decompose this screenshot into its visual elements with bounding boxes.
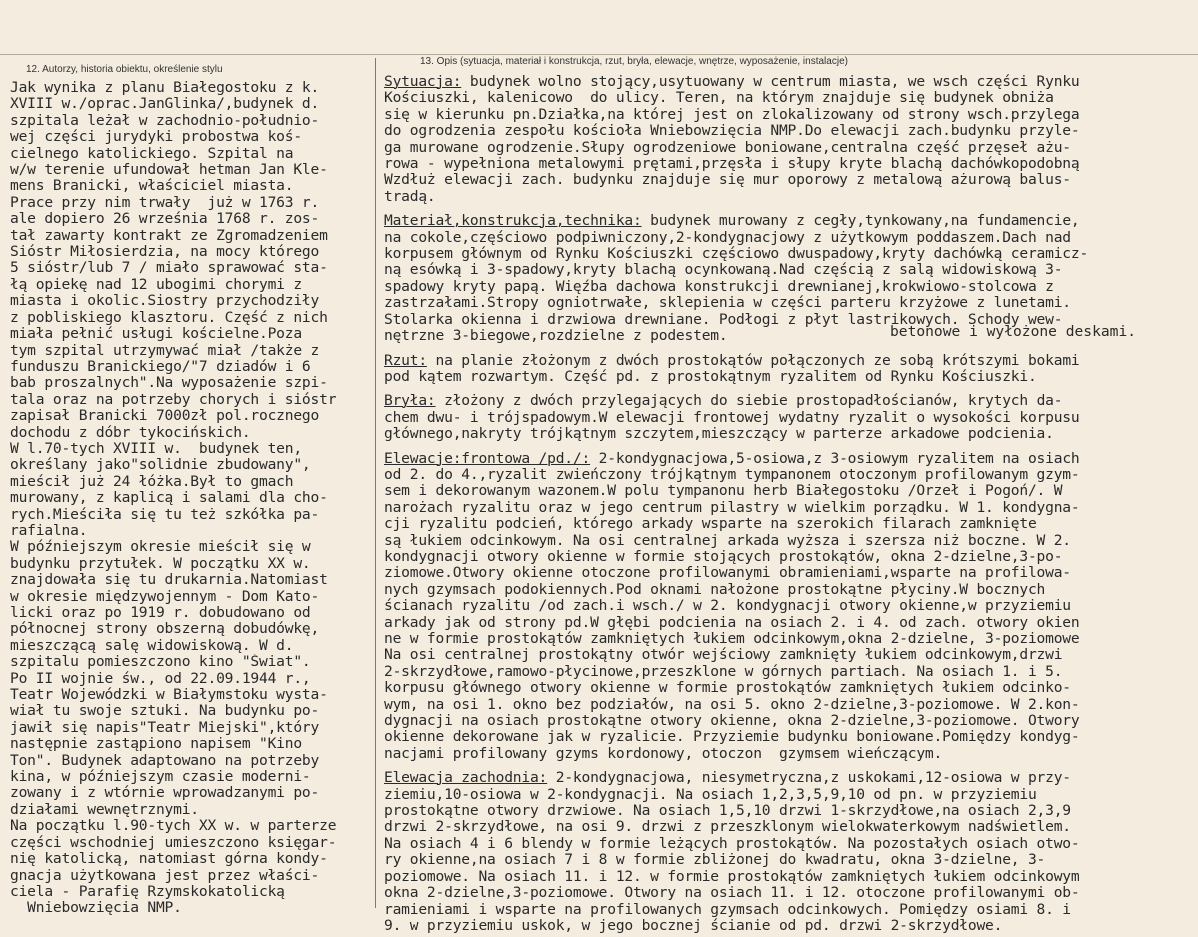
- history-line: północnej strony obszerną dobudówkę,: [10, 621, 320, 638]
- description-line: [384, 819, 1196, 835]
- right-column-heading: 13. Opis (sytuacja, materiał i konstrukcja, rzut, bryła, elewacje, wnętrze, wyposażenie, instalacje): [420, 56, 848, 67]
- history-line: łą opiekę nad 12 ubogimi chorymi z: [10, 276, 302, 293]
- description-text: drzwi 2-skrzydłowe, na osi 9. drzwi z przeszklonym wielokwaterkowym nadświetlem.: [384, 819, 1071, 836]
- description-text: budynek murowany z cegły,tynkowany,na fundamencie,: [641, 213, 1080, 230]
- section-heading: Materiał,konstrukcja,technika:: [384, 213, 642, 230]
- description-line: [384, 713, 1196, 729]
- history-line: szpitalu pomieszczono kino "Świat".: [10, 654, 311, 671]
- history-line: części wschodniej umieszczono księgar-: [10, 834, 337, 851]
- description-text: poziomowe. Na osiach 11. i 12. w formie prostokątów zamkniętych łukiem odcinkowym: [384, 868, 1080, 885]
- history-line: rych.Mieściła się tu też szkółka pa-: [10, 506, 320, 523]
- history-line: Sióstr Miłosierdzia, na mocy którego: [10, 244, 320, 261]
- history-line: wej części jurydyki probostwa koś-: [10, 129, 302, 146]
- description-text: korpusem głównym od Rynku Kościuszki częściowo dwuspadowy,kryty dachówką ceramicz-: [384, 246, 1089, 263]
- description-text: cji ryzalitu podcień, którego arkady wsparte na szerokich filarach zamknięte: [384, 516, 1037, 533]
- left-column-heading: 12. Autorzy, historia obiektu, określenie stylu: [26, 64, 223, 75]
- history-line: Prace przy nim trwały już w 1763 r.: [10, 194, 320, 211]
- description-line: [384, 647, 1196, 663]
- description-text: nętrzne 3-biegowe,rozdzielne z podestem.: [384, 328, 728, 345]
- description-text: ną esówką i 3-spadowy,kryty blachą ocynkowaną.Nad częścią z salą widowiskową 3-: [384, 262, 1063, 279]
- description-text: kondygnacji otwory okienne w formie stojących prostokątów, okna 2-dzielne,3-po-: [384, 548, 1063, 565]
- description-text: 2-kondygnacjowa,5-osiowa,z 3-osiowym ryzalitem na osiach: [590, 450, 1080, 467]
- history-line: XVIII w./oprac.JanGlinka/,budynek d.: [10, 96, 320, 113]
- section-heading: Sytuacja:: [384, 74, 462, 90]
- description-text: Na osiach 4 i 6 blendy w formie leżących prostokątów. Na pozostałych osiach otwo-: [384, 835, 1080, 852]
- description-text: okienne dekorowane jak w ryzalicie. Przyziemie budynku boniowane.Pomiędzy kondyg-: [384, 729, 1080, 746]
- history-line: zowany i z wtórnie wprowadzanymi po-: [10, 785, 320, 802]
- history-line: nię katolicką, natomiast górna kondy-: [10, 851, 328, 868]
- history-line: Na początku l.90-tych XX w. w parterze: [10, 818, 337, 835]
- description-line: [384, 369, 1196, 385]
- description-line: [384, 869, 1196, 885]
- history-line: Jak wynika z planu Białegostoku z k.: [10, 80, 320, 96]
- description-line: [384, 770, 1196, 786]
- description-line: [384, 140, 1196, 156]
- description-line: [384, 467, 1196, 483]
- description-line: [384, 885, 1196, 901]
- history-line: bab proszalnych".Na wyposażenie szpi-: [10, 375, 328, 392]
- history-line: mens Branicki, właściciel miasta.: [10, 178, 294, 195]
- description-line: [384, 664, 1196, 680]
- description-text: nych gzymsach podokiennych.Pod oknami nałożone prostokątne płyciny.W bocznych: [384, 581, 1046, 598]
- description-line: [384, 787, 1196, 803]
- description-text: wym, na osi 1. okno bez podziałów, na osi 5. okno 2-dzielne,3-poziomowe. W 2.kon-: [384, 696, 1080, 713]
- description-line: [384, 279, 1196, 295]
- history-line: miasta i okolic.Siostry przychodziły: [10, 293, 320, 310]
- description-text: 9. w przyziemiu uskok, w jego bocznej ścianie od pd. drzwi 2-skrzydłowe.: [384, 917, 1003, 934]
- description-text: Kościuszki, kalenicowo do ulicy. Teren, na którym znajduje się budynek obniża: [384, 90, 1054, 107]
- paragraph-gap: [384, 762, 1196, 770]
- description-text: spadowy kryty papą. Więźba dachowa konstrukcji drewnianej,krokwiowo-stolcowa z: [384, 278, 1054, 295]
- description-text: korpusu głównego otwory okienne w formie prostokątów zamkniętych łukiem odcinko-: [384, 680, 1071, 697]
- description-text: pod kątem rozwartym. Część pd. z prostokątnym ryzalitem od Rynku Kościuszki.: [384, 368, 1037, 385]
- history-line: rafialna.: [10, 522, 88, 539]
- history-line: Teatr Wojewódzki w Białymstoku wysta-: [10, 687, 328, 704]
- history-line: w okresie międzywojennym - Dom Kato-: [10, 588, 320, 605]
- description-text: ziemiu,10-osiowa w 2-kondygnacji. Na osiach 1,2,3,5,9,10 od pn. w przyziemiu: [384, 786, 1037, 803]
- paragraph-gap: [384, 205, 1196, 213]
- description-line: [384, 615, 1196, 631]
- description-text: się w kierunku pn.Działka,na której jest on zlokalizowany od strony wsch.przylega: [384, 106, 1080, 123]
- history-column: [10, 80, 378, 917]
- description-line: [384, 746, 1196, 762]
- description-line: [384, 90, 1196, 106]
- history-line: tym szpital utrzymywać miał /także z: [10, 342, 320, 359]
- description-line: [384, 353, 1196, 369]
- header-rule: [0, 54, 1198, 55]
- history-line: cielnego katolickiego. Szpital na: [10, 145, 294, 162]
- paragraph-gap: [384, 345, 1196, 353]
- description-text: głównego,nakryty trójkątnym szczytem,mieszczący w parterze arkadowe podcienia.: [384, 426, 1054, 443]
- history-line: znajdowała się tu drukarnia.Natomiast: [10, 572, 328, 589]
- description-line: [384, 246, 1196, 262]
- description-line: [384, 426, 1196, 442]
- section-heading: Rzut:: [384, 352, 427, 369]
- description-text: do ogrodzenia zespołu kościoła Wniebowzięcia NMP.Do elewacji zach.budynku przyle-: [384, 123, 1080, 140]
- description-line: [384, 582, 1196, 598]
- description-text: ry okienne,na osiach 7 i 8 w formie zbliżonej do kwadratu, okna 3-dzielne, 3-: [384, 852, 1046, 869]
- description-column: [384, 74, 1196, 934]
- history-line: mieścił już 24 łóżka.Był to gmach: [10, 473, 294, 490]
- description-text: chem dwu- i trójspadowym.W elewacji frontowej wydatny ryzalit o wysokości korpusu: [384, 409, 1080, 426]
- description-line: [384, 516, 1196, 532]
- paragraph-gap: [384, 443, 1196, 451]
- description-line: [384, 565, 1196, 581]
- description-text: zastrzałami.Stropy ogniotrwałe, sklepienia w części parteru krzyżowe z lunetami.: [384, 295, 1071, 312]
- history-line: zapisał Branicki 7000zł pol.rocznego: [10, 408, 320, 425]
- description-text: budynek wolno stojący,usytuowany w centrum miasta, we wsch części Rynku: [461, 74, 1080, 90]
- description-line: [384, 533, 1196, 549]
- description-text: złożony z dwóch przylegających do siebie prostopadłościanów, krytych da-: [435, 393, 1063, 410]
- description-line: [384, 156, 1196, 172]
- description-line: [384, 393, 1196, 409]
- history-line: z pobliskiego klasztoru. Część z nich: [10, 309, 328, 326]
- description-text: prostokątne otwory drzwiowe. Na osiach 1,5,10 drzwi 1-skrzydłowe,na osiach 2,3,9: [384, 803, 1071, 820]
- description-line: [384, 483, 1196, 499]
- description-text: ramieniami i wsparte na profilowanych gzymsach odcinkowych. Pomiędzy osiami 8. i: [384, 901, 1071, 918]
- history-line: ale dopiero 26 września 1768 r. zos-: [10, 211, 320, 228]
- description-text: arkady jak od strony pd.W głębi podcienia na osiach 2. i 4. od zach. otwory okien: [384, 614, 1080, 631]
- description-text: są łukiem odcinkowym. Na osi centralnej arkada wyższa i szersza niż boczne. W 2.: [384, 532, 1071, 549]
- description-line: [384, 213, 1196, 229]
- description-line: [384, 836, 1196, 852]
- description-text: Stolarka okienna i drzwiowa drewniane. Podłogi z płyt lastrikowych. Schody wew-: [384, 311, 1063, 328]
- history-line: Ton". Budynek adaptowano na potrzeby: [10, 752, 320, 769]
- description-text: od 2. do 4.,ryzalit zwieńczony trójkątnym tympanonem otoczonym profilowanym gzym-: [384, 466, 1080, 483]
- description-text: na planie złożonym z dwóch prostokątów połączonych ze sobą krótszymi bokami: [426, 352, 1080, 369]
- description-line: [384, 902, 1196, 918]
- paragraph-gap: [384, 385, 1196, 393]
- description-text: nacjami profilowany gzyms kordonowy, otoczon gzymsem wieńczącym.: [384, 745, 943, 762]
- section-heading: Bryła:: [384, 393, 436, 410]
- history-line: mieszczącą salę widowiskową. W d.: [10, 637, 294, 654]
- history-line: gnacja użytkowana jest przez właści-: [10, 867, 320, 884]
- description-line: [384, 410, 1196, 426]
- description-line: [384, 295, 1196, 311]
- description-line: [384, 918, 1196, 934]
- history-line: ciela - Parafię Rzymskokatolicką: [10, 883, 285, 900]
- description-line: [384, 189, 1196, 205]
- history-line: tala oraz na potrzeby chorych i sióstr: [10, 391, 337, 408]
- description-line: [384, 680, 1196, 696]
- section-heading: Elewacja zachodnia:: [384, 770, 548, 787]
- description-text: okna 2-dzielne,3-poziomowe. Otwory na osiach 11. i 12. otoczone profilowanymi ob-: [384, 885, 1080, 902]
- description-text: ścianach ryzalitu /od zach.i wsch./ w 2. kondygnacji otwory okienne,w przyziemiu: [384, 598, 1071, 615]
- description-line: [384, 729, 1196, 745]
- description-text: ziomowe.Otwory okienne otoczone profilowanymi obramieniami,wsparte na profilowa-: [384, 565, 1071, 582]
- history-line: W l.70-tych XVIII w. budynek ten,: [10, 440, 302, 457]
- history-line: następnie zastąpiono napisem "Kino: [10, 736, 302, 753]
- history-line: budynku przytułek. W początku XX w.: [10, 555, 311, 572]
- description-line: [384, 549, 1196, 565]
- history-line: funduszu Branickiego/"7 dziadów i 6: [10, 358, 311, 375]
- history-line: 5 sióstr/lub 7 / miało sprawować sta-: [10, 260, 328, 277]
- description-line: [384, 803, 1196, 819]
- description-text: rowa - wypełniona metalowymi prętami,przęsła i słupy kryte blachą dachówkopodobną: [384, 156, 1080, 173]
- history-line: murowany, z kaplicą i salami dla cho-: [10, 490, 328, 507]
- description-text: tradą.: [384, 188, 436, 205]
- history-line: licki oraz po 1919 r. dobudowano od: [10, 605, 311, 621]
- history-line: działami wewnętrznymi.: [10, 801, 199, 818]
- history-line: Po II wojnie św., od 22.09.1944 r.,: [10, 670, 311, 687]
- description-line: [384, 451, 1196, 467]
- description-text: ga murowane ogrodzenie.Słupy ogrodzeniowe boniowane,centralna część przęseł ażu-: [384, 139, 1071, 156]
- description-line: [384, 262, 1196, 278]
- handwritten-insert: betonowe i wyłożone deskami.: [890, 323, 1137, 340]
- history-line: tał zawarty kontrakt ze Zgromadzeniem: [10, 227, 328, 244]
- history-line: W późniejszym okresie mieścił się w: [10, 539, 311, 556]
- description-text: Na osi centralnej prostokątny otwór wejściowy zamknięty łukiem odcinkowym,drzwi: [384, 647, 1063, 664]
- history-line: szpitala leżał w zachodnio-południo-: [10, 112, 320, 129]
- description-text: Wzdłuż elewacji zach. budynku znajduje się mur oporowy z metalową ażurową balus-: [384, 172, 1071, 189]
- description-text: 2-skrzydłowe,ramowo-płycinowe,przeszklone w górnych partiach. Na osiach 1. i 5.: [384, 663, 1063, 680]
- description-line: [384, 697, 1196, 713]
- section-heading: Elewacje:frontowa /pd./:: [384, 450, 591, 467]
- history-line: kina, w późniejszym czasie moderni-: [10, 769, 311, 786]
- description-text: sem i dekorowanym wazonem.W polu tympanonu herb Białegostoku /Orzeł i Pogoń/. W: [384, 483, 1063, 500]
- history-line: Wniebowzięcia NMP.: [10, 900, 182, 917]
- description-line: [384, 123, 1196, 139]
- description-line: [384, 172, 1196, 188]
- description-line: [384, 74, 1196, 90]
- description-text: narożach ryzalitu oraz w jego centrum pilastry w wielkim porządku. W 1. kondygna-: [384, 499, 1080, 516]
- description-text: dygnacji na osiach prostokątne otwory okienne, okna 2-dzielne,3-poziomowe. Otwory: [384, 713, 1080, 730]
- description-text: na cokole,częściowo podpiwniczony,2-kondygnacjowy z użytkowym poddaszem.Dach nad: [384, 229, 1071, 246]
- history-line: w/w terenie ufundował hetman Jan Kle-: [10, 162, 328, 179]
- description-line: [384, 230, 1196, 246]
- history-line: dochodu z dóbr tykocińskich.: [10, 424, 251, 441]
- description-text: ne w formie prostokątów zamkniętych łukiem odcinkowym,okna 2-dzielne, 3-poziomowe: [384, 631, 1080, 647]
- history-line: wiał tu swoje sztuki. Na budynku po-: [10, 703, 320, 720]
- description-line: [384, 852, 1196, 868]
- description-line: [384, 598, 1196, 614]
- description-line: [384, 631, 1196, 647]
- description-text: 2-kondygnacjowa, niesymetryczna,z uskokami,12-osiowa w przy-: [547, 770, 1071, 787]
- history-line: określany jako"solidnie zbudowany",: [10, 457, 311, 474]
- history-line: jawił się napis"Teatr Miejski",który: [10, 719, 320, 736]
- description-line: [384, 500, 1196, 516]
- description-line: [384, 107, 1196, 123]
- history-line: miała pełnić usługi kościelne.Poza: [10, 326, 302, 343]
